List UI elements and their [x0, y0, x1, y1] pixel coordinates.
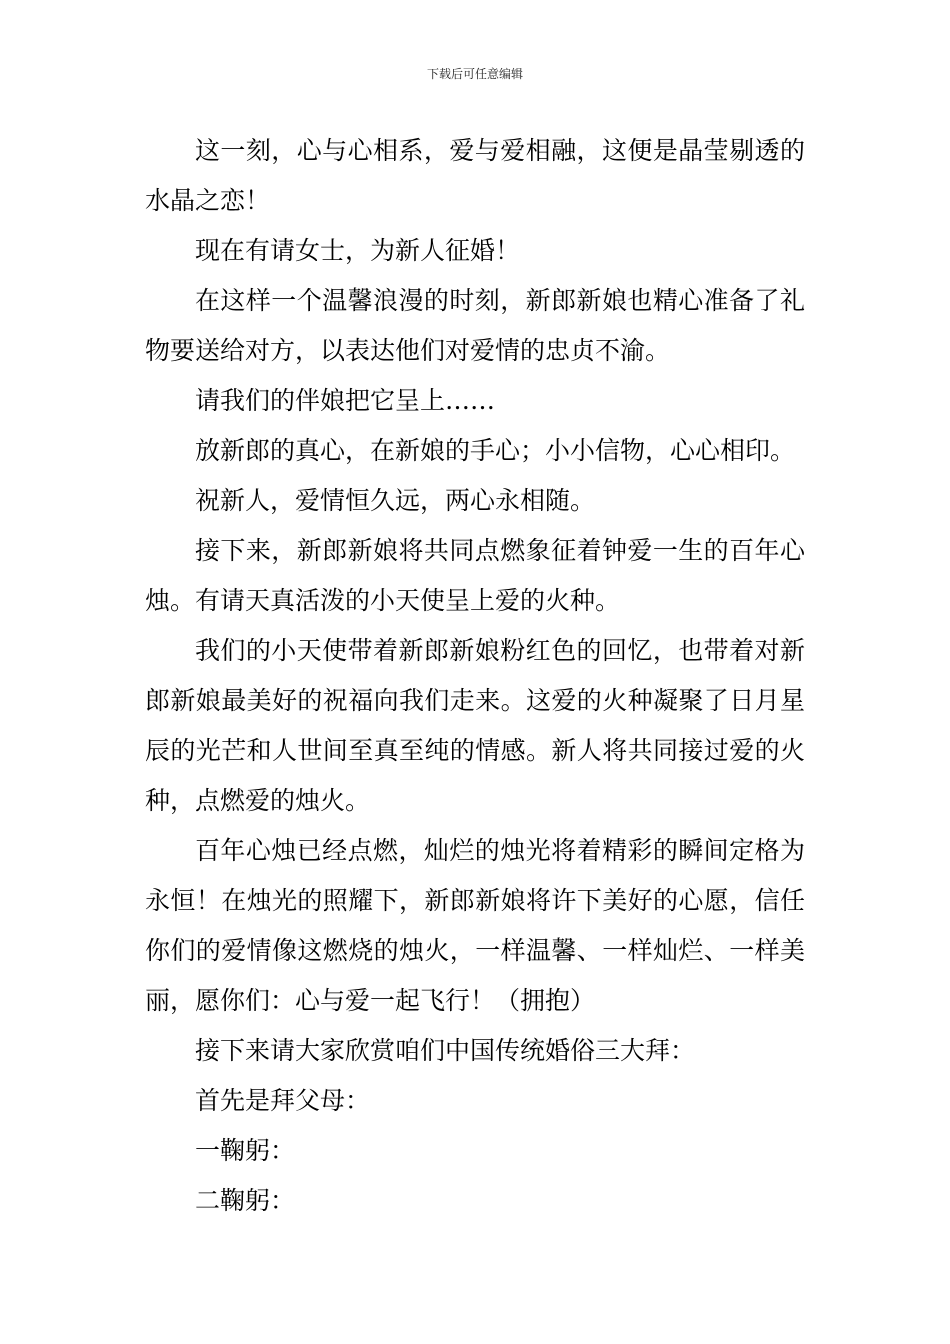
paragraph: 请我们的伴娘把它呈上…… [195, 386, 496, 415]
paragraph: 在这样一个温馨浪漫的时刻，新郎新娘也精心准备了礼物要送给对方，以表达他们对爱情的忠贞不渝。 [145, 286, 805, 365]
paragraph: 一鞠躬： [195, 1136, 296, 1165]
paragraph: 百年心烛已经点燃，灿烂的烛光将着精彩的瞬间定格为永恒！在烛光的照耀下，新郎新娘将许下美好的心愿，信任你们的爱情像这燃烧的烛火，一样温馨、一样灿烂、一样美丽，愿你们：心与爱一起飞行！（拥抱） [145, 836, 805, 1015]
paragraph: 接下来，新郎新娘将共同点燃象征着钟爱一生的百年心烛。有请天真活泼的小天使呈上爱的火种。 [145, 536, 805, 615]
paragraph: 首先是拜父母： [195, 1086, 371, 1115]
header-note: 下载后可任意编辑 [426, 67, 523, 81]
paragraph: 现在有请女士，为新人征婚！ [195, 236, 521, 265]
paragraph: 二鞠躬： [195, 1186, 296, 1215]
document-body [145, 126, 805, 1226]
paragraph: 接下来请大家欣赏咱们中国传统婚俗三大拜： [195, 1036, 696, 1065]
paragraph: 放新郎的真心，在新娘的手心；小小信物，心心相印。 [195, 436, 796, 465]
paragraph: 这一刻，心与心相系，爱与爱相融，这便是晶莹剔透的水晶之恋！ [145, 136, 805, 215]
paragraph: 我们的小天使带着新郎新娘粉红色的回忆，也带着对新郎新娘最美好的祝福向我们走来。这爱的火种凝聚了日月星辰的光芒和人世间至真至纯的情感。新人将共同接过爱的火种，点燃爱的烛火。 [145, 636, 805, 815]
paragraph: 祝新人，爱情恒久远，两心永相随。 [195, 486, 596, 515]
